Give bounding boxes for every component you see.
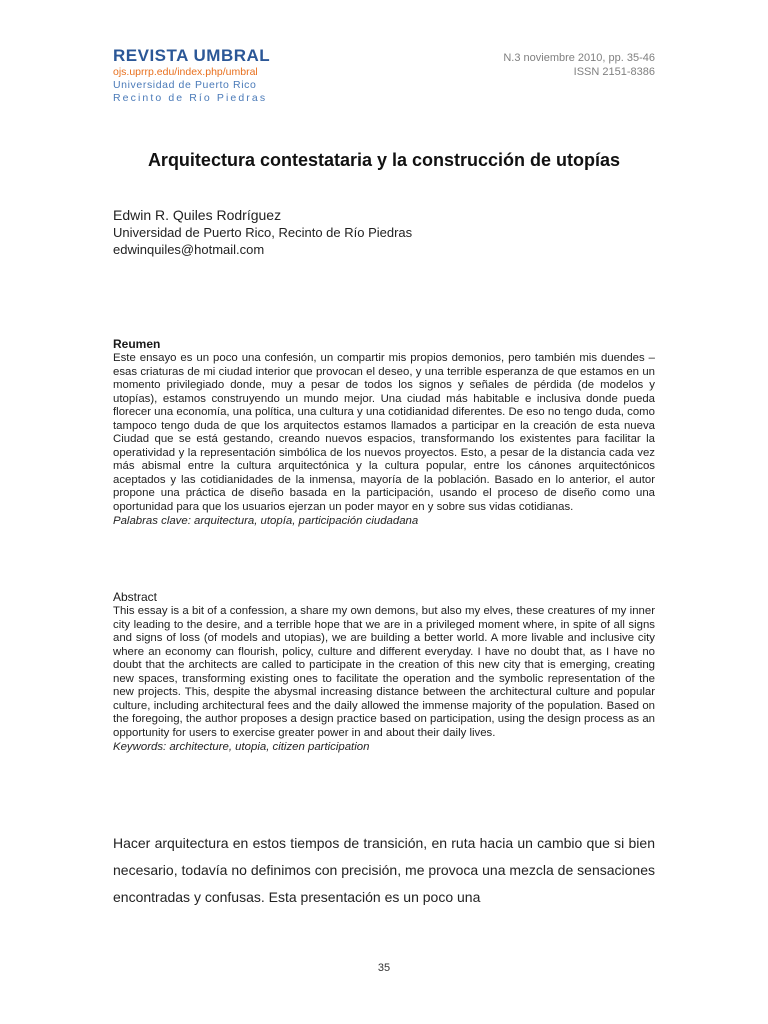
journal-header xyxy=(113,46,270,105)
resumen-keywords: Palabras clave: arquitectura, utopía, participación ciudadana xyxy=(113,515,419,527)
body-paragraph: Hacer arquitectura en estos tiempos de transición, en ruta hacia un cambio que si bien necesario, todavía no definimos con precisión, me provoca una mezcla de sensaciones encontradas y confusas. Esta presentación es un poco una xyxy=(113,835,655,905)
journal-url-link[interactable]: ojs.uprrp.edu/index.php/umbral xyxy=(113,66,258,78)
author-email-link[interactable]: edwinquiles@hotmail.com xyxy=(113,242,265,257)
journal-university: Universidad de Puerto Rico xyxy=(113,79,257,91)
abstract-keywords: Keywords: architecture, utopia, citizen participation xyxy=(113,741,370,753)
journal-name: REVISTA UMBRAL xyxy=(113,46,271,65)
article-title: Arquitectura contestataria y la construcción de utopías xyxy=(147,150,621,170)
issn: ISSN 2151-8386 xyxy=(573,66,655,78)
author-affiliation: Universidad de Puerto Rico, Recinto de Río Piedras xyxy=(113,225,413,240)
issue-info xyxy=(503,51,655,79)
journal-campus: Recinto de Río Piedras xyxy=(113,92,268,104)
resumen-heading: Reumen xyxy=(113,337,161,351)
issue-number: N.3 noviembre 2010, pp. 35-46 xyxy=(503,52,655,64)
abstract-heading: Abstract xyxy=(113,590,158,604)
author-name: Edwin R. Quiles Rodríguez xyxy=(113,207,282,223)
author-block xyxy=(113,207,412,258)
abstract-section xyxy=(113,590,655,754)
resumen-text: Este ensayo es un poco una confesión, un compartir mis propios demonios, pero también mis duendes –esas criaturas de mi ciudad interior que provocan el deseo, y una terrible esperanza de que estamos en un momento privilegiado donde, muy a pesar de todos los signos y señales de pérdida (de modelos y utopías), estamos construyendo un mundo mejor. Una ciudad más habitable e inclusiva donde pueda florecer una economía, una política, una cultura y una cotidianidad diferentes. De eso no tengo duda, como tampoco tengo duda de que los arquitectos estamos llamados a participar en la creación de esta nueva Ciudad que se está gestando, creando nuevos espacios, transformando los existentes para facilitar la operatividad y la representación simbólica de los nuevos proyectos. Esto, a pesar de la distancia cada vez más abismal entre la cultura arquitectónica y la cultura popular, entre los cánones arquitectónicos aceptados y las cotidianidades de la inmensa, mayoría de la población. Basado en lo anterior, el autor propone una práctica de diseño basada en la participación, usando el proceso de diseño como una oportunidad para que los usuarios ejerzan un poder mayor en y sobre sus vidas cotidianas. xyxy=(113,352,655,513)
resumen-section xyxy=(113,337,655,528)
abstract-text: This essay is a bit of a confession, a share my own demons, but also my elves, these creatures of my inner city leading to the desire, and a terrible hope that we are in a privileged moment where, in spite of all signs and signs of loss (of models and utopias), we are building a better world. A more livable and inclusive city where an economy can flourish, policy, culture and different everyday. I have no doubt that, as I have no doubt that the architects are called to participate in the creation of this new city that is emerging, creating new spaces, transforming existing ones to facilitate the operation and the symbolic representation of the new projects. This, despite the abysmal increasing distance between the architectural culture and popular culture, including architectural fees and the daily allowed the immense majority of the population. Based on the foregoing, the author proposes a design practice based on participation, using the design process as an opportunity for users to exercise greater power in and about their daily lives. xyxy=(113,605,655,739)
page-number: 35 xyxy=(377,962,391,974)
